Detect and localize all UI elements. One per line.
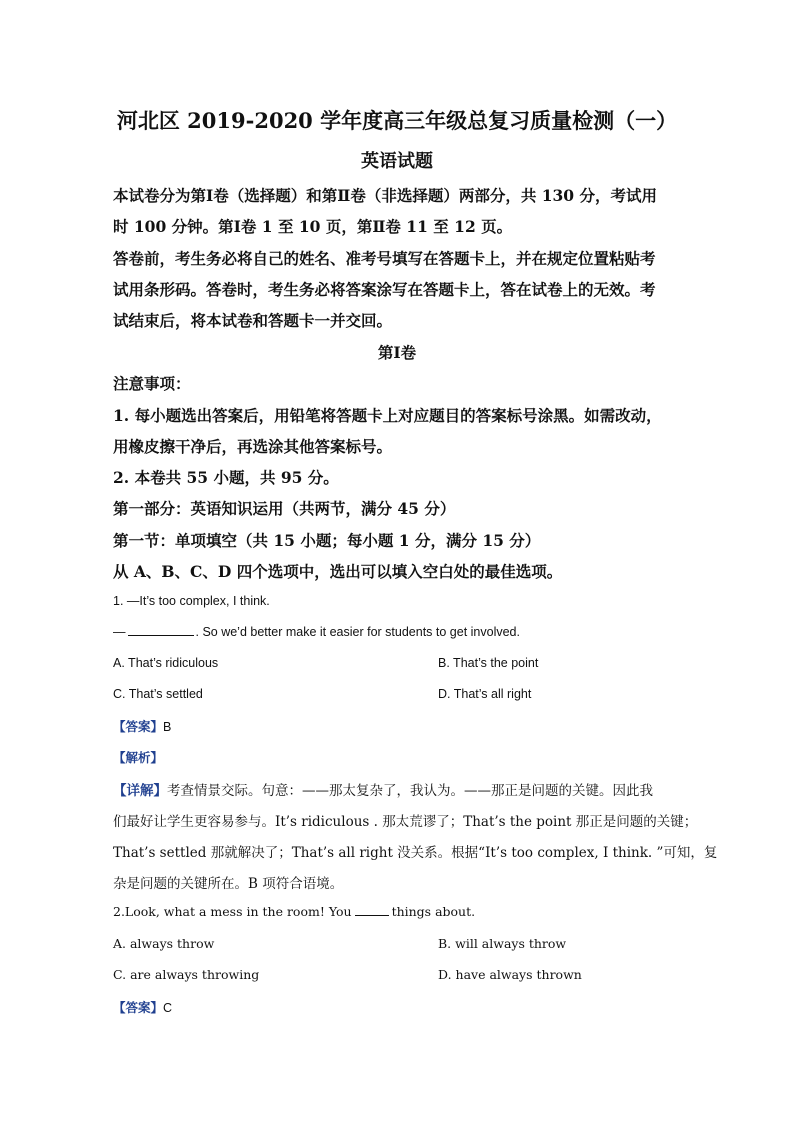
dash: — xyxy=(113,625,126,639)
option-c: C. That’s settled xyxy=(113,687,203,701)
intro-line: 试结束后，将本试卷和答题卡一并交回。 xyxy=(113,311,393,330)
detail-line: 杂是问题的关键所在。B 项符合语境。 xyxy=(113,876,344,892)
option-d: D. have always thrown xyxy=(438,967,582,982)
response-text: . So we’d better make it easier for students to get involved. xyxy=(195,625,520,639)
answer-row xyxy=(113,717,171,735)
option-c: C. are always throwing xyxy=(113,967,260,982)
analysis-row xyxy=(113,748,163,766)
intro-line: 答卷前，考生务必将自己的姓名、准考号填写在答题卡上，并在规定位置粘贴考 xyxy=(113,249,656,268)
intro-line: 本试卷分为第Ⅰ卷（选择题）和第Ⅱ卷（非选择题）两部分，共 130 分，考试用 xyxy=(113,186,657,205)
document-subtitle: 英语试题 xyxy=(361,151,433,172)
detail-label: 【详解】 xyxy=(113,783,167,799)
intro-line: 时 100 分钟。第Ⅰ卷 1 至 10 页，第Ⅱ卷 11 至 12 页。 xyxy=(113,217,513,236)
question-1-stem: 1. —It’s too complex, I think. xyxy=(113,594,270,608)
question-2-stem xyxy=(113,904,475,919)
note-line: 用橡皮擦干净后，再选涂其他答案标号。 xyxy=(113,437,393,456)
answer-value: B xyxy=(163,720,172,734)
question-1-response xyxy=(113,624,520,639)
stem-prefix: 2.Look, what a mess in the room! You xyxy=(113,904,352,919)
answer-blank xyxy=(355,904,389,916)
detail-line xyxy=(113,779,653,799)
section-subheading: 第一节：单项填空（共 15 小题；每小题 1 分，满分 15 分） xyxy=(113,531,541,550)
note-line: 2. 本卷共 55 小题，共 95 分。 xyxy=(113,468,339,487)
option-a: A. That’s ridiculous xyxy=(113,656,219,670)
analysis-label: 【解析】 xyxy=(113,751,164,765)
answer-label: 【答案】 xyxy=(113,720,164,734)
option-b: B. That’s the point xyxy=(438,656,539,670)
option-d: D. That’s all right xyxy=(438,687,532,701)
answer-blank xyxy=(128,624,194,636)
detail-line: 们最好让学生更容易参与。It’s ridiculous . 那太荒谬了；That’s the point 那正是问题的关键； xyxy=(113,814,698,830)
notes-title: 注意事项： xyxy=(113,374,191,393)
detail-line: That’s settled 那就解决了；That’s all right 没关系。根据“It’s too complex, I think. ”可知，复 xyxy=(113,845,718,861)
answer-row xyxy=(113,998,172,1016)
section-heading: 第Ⅰ卷 xyxy=(377,343,417,362)
stem-suffix: things about. xyxy=(391,904,476,919)
option-b: B. will always throw xyxy=(438,936,567,951)
detail-text: 考查情景交际。句意：——那太复杂了，我认为。——那正是问题的关键。因此我 xyxy=(167,783,653,799)
answer-value: C xyxy=(163,1001,173,1015)
document-title: 河北区 2019-2020 学年度高三年级总复习质量检测（一） xyxy=(116,108,678,133)
part-heading: 第一部分：英语知识运用（共两节，满分 45 分） xyxy=(113,499,456,518)
note-line: 1. 每小题选出答案后，用铅笔将答题卡上对应题目的答案标号涂黑。如需改动， xyxy=(113,406,662,425)
instruction: 从 A、B、C、D 四个选项中，选出可以填入空白处的最佳选项。 xyxy=(113,562,563,581)
option-a: A. always throw xyxy=(113,936,215,951)
intro-line: 试用条形码。答卷时，考生务必将答案涂写在答题卡上，答在试卷上的无效。考 xyxy=(113,280,656,299)
answer-label: 【答案】 xyxy=(113,1001,164,1015)
